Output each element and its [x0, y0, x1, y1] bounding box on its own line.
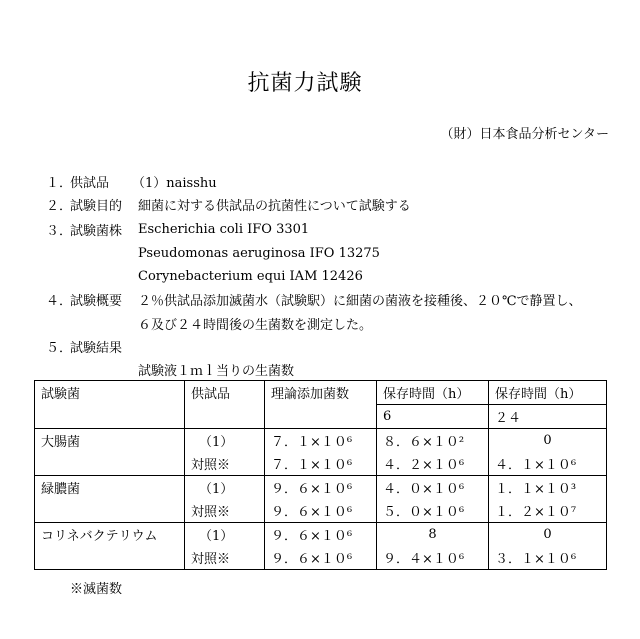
h24-cell: 0: [489, 523, 607, 547]
header-organism: 試験菌: [35, 381, 185, 405]
organism-cell: 大腸菌: [35, 429, 185, 453]
sample-cell: 対照※: [185, 499, 265, 523]
section-label: 試験概要: [70, 294, 123, 309]
header-added: 理論添加菌数: [265, 381, 377, 405]
h24-cell: 0: [489, 429, 607, 453]
added-cell: ９．６×１０⁶: [265, 476, 377, 500]
organism-cell: [35, 452, 185, 476]
overview-line: ６及び２４時間後の生菌数を測定した。: [138, 318, 373, 333]
section-label: 試験結果: [70, 341, 123, 356]
header-storage-time: 保存時間（h）: [489, 381, 607, 405]
organism-cell: [35, 499, 185, 523]
footnote: ※滅菌数: [70, 582, 123, 597]
h6-cell: ５．０×１０⁶: [377, 499, 489, 523]
section-label: 試験目的: [70, 199, 123, 214]
header-storage-time: 保存時間（h）: [377, 381, 489, 405]
subheader-24h: ２４: [489, 405, 607, 429]
section-number: ４．: [46, 294, 73, 309]
h6-cell: ９．４×１０⁶: [377, 546, 489, 570]
sample-cell: （1）: [185, 476, 265, 500]
sample-cell: 対照※: [185, 452, 265, 476]
organism-cell: 緑膿菌: [35, 476, 185, 500]
organism-cell: コリネバクテリウム: [35, 523, 185, 547]
table-caption: 試験液１ｍｌ当りの生菌数: [138, 364, 295, 379]
section-label: 供試品: [70, 176, 110, 191]
overview-line: ２％供試品添加滅菌水（試験駅）に細菌の菌液を接種後、２０℃で静置し、: [138, 294, 582, 309]
sample-name: （1）naisshu: [132, 176, 217, 191]
h6-cell: 8: [377, 523, 489, 547]
test-purpose: 細菌に対する供試品の抗菌性について試験する: [138, 199, 411, 214]
section-label: 試験菌株: [70, 224, 123, 239]
h24-cell: １．１×１０³: [489, 476, 607, 500]
organism-cell: [35, 546, 185, 570]
results-table: [34, 380, 607, 570]
section-number: ５．: [46, 341, 73, 356]
section-number: ２．: [46, 199, 73, 214]
strain-item: Escherichia coli IFO 3301: [138, 222, 310, 237]
h6-cell: ４．２×１０⁶: [377, 452, 489, 476]
added-cell: ９．６×１０⁶: [265, 499, 377, 523]
section-number: １．: [46, 176, 73, 191]
sample-cell: （1）: [185, 429, 265, 453]
h24-cell: １．２×１０⁷: [489, 499, 607, 523]
sample-cell: （1）: [185, 523, 265, 547]
strain-item: Corynebacterium equi IAM 12426: [138, 269, 363, 284]
h24-cell: ４．１×１０⁶: [489, 452, 607, 476]
added-cell: ７．１×１０⁶: [265, 452, 377, 476]
subheader-6h: 6: [377, 405, 489, 429]
h24-cell: ３．１×１０⁶: [489, 546, 607, 570]
page-title: 抗菌力試験: [247, 71, 363, 96]
sample-cell: 対照※: [185, 546, 265, 570]
added-cell: ９．６×１０⁶: [265, 546, 377, 570]
organization-name: （財）日本食品分析センター: [440, 127, 609, 142]
h6-cell: ４．０×１０⁶: [377, 476, 489, 500]
added-cell: ９．６×１０⁶: [265, 523, 377, 547]
header-sample: 供試品: [185, 381, 265, 405]
h6-cell: ８．６×１０²: [377, 429, 489, 453]
added-cell: ７．１×１０⁶: [265, 429, 377, 453]
strain-item: Pseudomonas aeruginosa IFO 13275: [138, 246, 380, 261]
section-number: ３．: [46, 224, 73, 239]
